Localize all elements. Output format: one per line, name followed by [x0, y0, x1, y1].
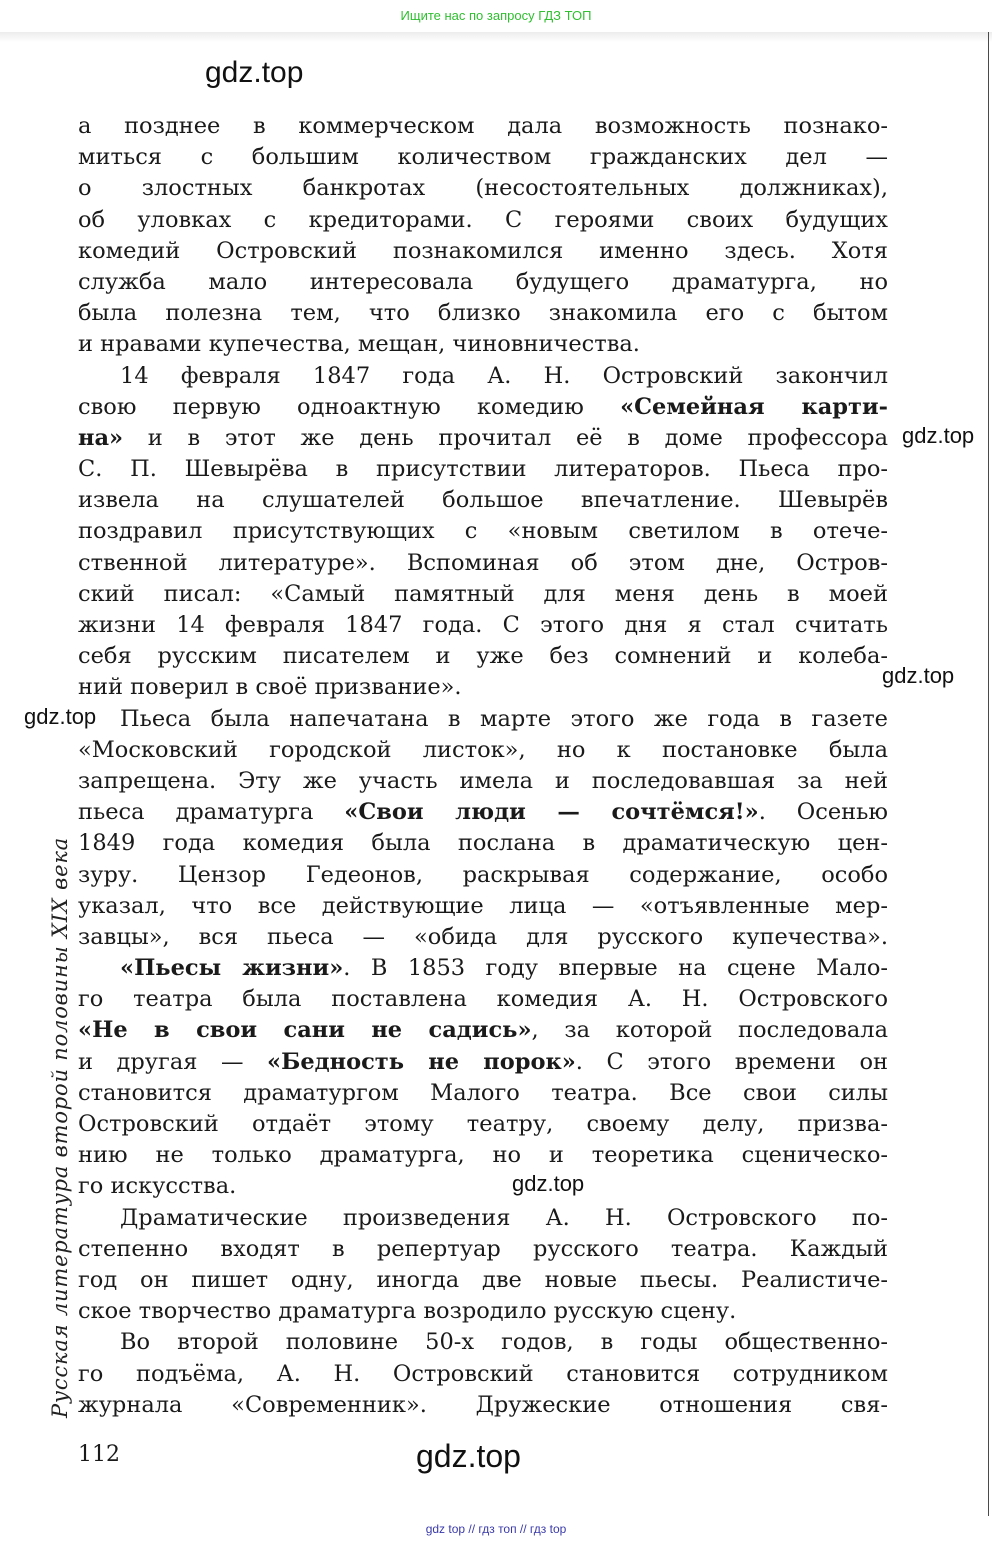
work-title-bold: «Бедность не порок»	[267, 1048, 576, 1075]
text-line: год он пишет одну, иногда две новые пьесы. Реалистиче-	[78, 1266, 888, 1293]
text-line: указал, что все действующие лица — «отъявленные мер-	[78, 892, 888, 919]
text-line: го искусства.	[78, 1173, 237, 1200]
text-line: служба мало интересовала будущего драматурга, но	[78, 268, 888, 295]
text-line: нию не только драматурга, но и теоретика сценическо-	[78, 1142, 888, 1169]
text-line: ский писал: «Самый памятный для меня день в моей	[78, 580, 888, 607]
text-line	[78, 953, 888, 984]
footer-links: gdz top // гдз топ // гдз top	[425, 1522, 567, 1536]
banner-shadow	[0, 32, 992, 42]
text-line: го театра была поставлена комедия А. Н. Островского	[78, 986, 888, 1013]
top-banner: Ищите нас по запросу ГДЗ ТОП	[400, 8, 592, 23]
work-title-bold: на»	[78, 424, 124, 451]
text-line: 14 февраля 1847 года А. Н. Островский закончил	[120, 362, 888, 389]
text-span: . В 1853 году впервые на сцене Мало-	[343, 955, 888, 982]
text-line: о злостных банкротах (несостоятельных должниках),	[78, 175, 888, 202]
text-line	[78, 423, 888, 454]
text-span: пьеса драматурга	[78, 799, 345, 826]
text-line: Во второй половине 50-х годов, в годы общественно-	[120, 1329, 888, 1356]
page-number: 112	[78, 1442, 120, 1467]
text-line: Островский отдаёт этому театру, своему делу, призва-	[78, 1111, 888, 1137]
text-span: свою первую одноактную комедию	[78, 393, 621, 420]
text-line: 1849 года комедия была послана в драматическую цен-	[78, 830, 888, 857]
text-line: извела на слушателей большое впечатление. Шевырёв	[78, 487, 888, 514]
work-title-bold: «Семейная карти-	[620, 393, 888, 420]
text-line: го подъёма, А. Н. Островский становится сотрудником	[78, 1360, 888, 1387]
text-line: жизни 14 февраля 1847 года. С этого дня я стал считать	[78, 612, 888, 638]
running-head-vertical: Русская литература второй половины XIX века	[48, 837, 72, 1418]
text-span: . Осенью	[758, 799, 888, 826]
page-edge-line	[988, 32, 989, 1516]
watermark-right-1: gdz.top	[902, 423, 975, 448]
text-line: Пьеса была напечатана в марте этого же года в газете	[120, 705, 888, 732]
text-span: и другая —	[78, 1048, 268, 1075]
text-line: поздравил присутствующих с «новым светилом в отече-	[78, 518, 888, 545]
watermark-middle: gdz.top	[512, 1171, 585, 1196]
text-line: была полезна тем, что близко знакомила его с бытом	[78, 300, 888, 327]
work-title-bold: «Не в свои сани не садись»	[78, 1017, 532, 1044]
watermark-left: gdz.top	[24, 704, 97, 729]
watermark-right-2: gdz.top	[882, 663, 955, 688]
text-line: «Московский городской листок», но к постановке была	[78, 736, 888, 763]
text-line: и нравами купечества, мещан, чиновничества.	[78, 331, 640, 358]
text-line	[78, 392, 888, 423]
text-line: С. П. Шевырёва в присутствии литераторов. Пьеса про-	[78, 456, 888, 483]
watermark-top: gdz.top	[205, 56, 304, 89]
text-line: журнала «Современник». Дружеские отношения свя-	[78, 1391, 888, 1418]
text-line: завцы», вся пьеса — «обида для русского купечества».	[78, 923, 888, 950]
text-line: миться с большим количеством гражданских дел —	[78, 144, 888, 171]
text-line: комедий Островский познакомился именно здесь. Хотя	[78, 237, 888, 264]
text-line: запрещена. Эту же участь имела и последовавшая за ней	[78, 767, 888, 794]
text-line	[78, 1015, 888, 1046]
text-line: ний поверил в своё призвание».	[78, 674, 462, 701]
work-title-bold: «Свои люди — сочтёмся!»	[344, 799, 759, 826]
text-line: зуру. Цензор Гедеонов, раскрывая содержание, особо	[78, 861, 888, 888]
text-line: ское творчество драматурга возродило русскую сцену.	[78, 1298, 737, 1325]
text-line	[78, 797, 888, 828]
text-span: . С этого времени он	[575, 1048, 888, 1075]
text-line	[78, 1047, 888, 1078]
watermark-bottom: gdz.top	[416, 1438, 521, 1474]
text-line: Драматические произведения А. Н. Островского по-	[120, 1204, 888, 1231]
text-line: ственной литературе». Вспоминая об этом дне, Остров-	[78, 549, 888, 576]
text-span: и в этот же день прочитал её в доме профессора	[123, 424, 888, 451]
text-line: себя русским писателем и уже без сомнений и колеба-	[78, 643, 888, 670]
body-text	[78, 111, 888, 1421]
section-heading-bold: «Пьесы жизни»	[120, 955, 344, 982]
text-span: , за которой последовала	[531, 1017, 888, 1044]
text-line: об уловках с кредиторами. С героями своих будущих	[78, 206, 888, 233]
text-line: а позднее в коммерческом дала возможность познако-	[78, 113, 888, 139]
text-line: становится драматургом Малого театра. Все свои силы	[78, 1079, 888, 1106]
text-line: степенно входят в репертуар русского театра. Каждый	[78, 1235, 888, 1262]
